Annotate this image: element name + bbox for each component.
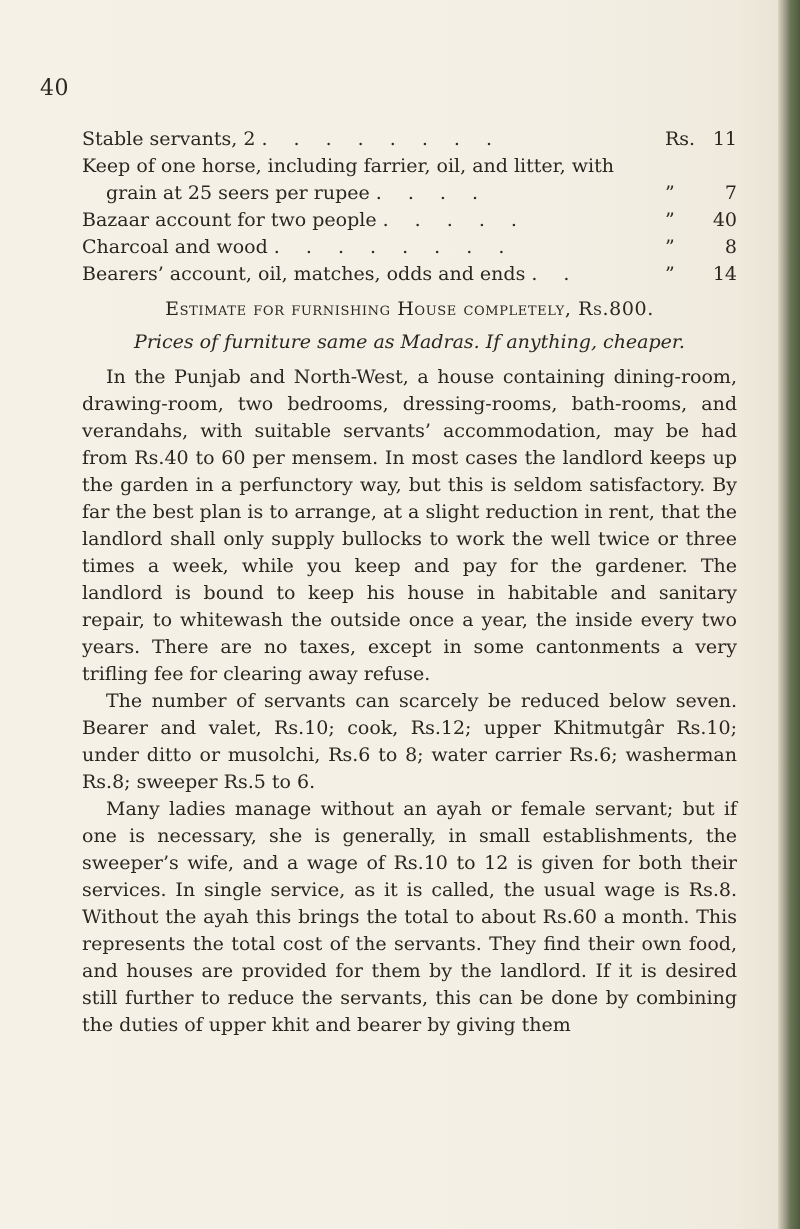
prices-note: Prices of furniture same as Madras. If anything, cheaper. xyxy=(134,331,685,353)
page-number: 40 xyxy=(40,76,69,101)
ditto-mark: ” xyxy=(665,263,675,285)
leader-dots: . . . . . . . . xyxy=(273,236,515,258)
leader-dots: . . xyxy=(531,263,580,285)
ditto-mark: ” xyxy=(665,209,675,231)
account-amount xyxy=(665,126,737,153)
ditto-mark: ” xyxy=(665,182,675,204)
body-paragraph: Many ladies manage without an ayah or female servant; but if one is necessary, she is generally, in small establishments, the sweeper’s wife, and a wage of Rs.10 to 12 is given for both their services. In single service, as it is called, the usual wage is Rs.8. Without the ayah this brings the total to about Rs.60 a month. This represents the total cost of the servants. They find their own food, and houses are provided for them by the landlord. If it is desired still further to reduce the servants, this can be done by combining the duties of upper khit and bearer by giving them xyxy=(82,798,737,1036)
account-amount xyxy=(665,234,737,261)
estimate-heading: Estimate for furnishing House completely, Rs.800. xyxy=(165,298,654,320)
page-edge-shadow xyxy=(778,0,800,1229)
account-amount xyxy=(665,261,737,288)
account-description: Keep of one horse, including farrier, oil, and litter, with xyxy=(82,155,614,177)
currency-mark: Rs. xyxy=(665,128,696,150)
account-line xyxy=(82,234,737,261)
account-line xyxy=(82,180,737,207)
body-paragraph: In the Punjab and North-West, a house containing dining-room, drawing-room, two bedrooms, dressing-rooms, bath-rooms, and verandahs, with suitable servants’ accommodation, may be had from Rs.40 to 60 per mensem. In most cases the landlord keeps up the garden in a perfunctory way, but this is seldom satisfactory. By far the best plan is to arrange, at a slight reduction in rent, that the landlord shall only supply bullocks to work the well twice or three times a week, while you keep and pay for the gardener. The landlord is bound to keep his house in habitable and sanitary repair, to whitewash the outside once a year, the inside every two years. There are no taxes, except in some cantonments a very trifling fee for clearing away refuse. xyxy=(82,366,737,685)
leader-dots: . . . . xyxy=(375,182,489,204)
account-amount xyxy=(665,207,737,234)
account-description: Bearers’ account, oil, matches, odds and ends xyxy=(82,263,526,285)
amount-value: 40 xyxy=(712,209,737,231)
account-description: Charcoal and wood xyxy=(82,236,268,258)
account-description: Bazaar account for two people xyxy=(82,209,377,231)
ditto-mark: ” xyxy=(665,236,675,258)
leader-dots: . . . . . . . . xyxy=(261,128,503,150)
leader-dots: . . . . . xyxy=(382,209,527,231)
body-paragraph: The number of servants can scarcely be reduced below seven. Bearer and valet, Rs.10; cook, Rs.12; upper Khitmutgâr Rs.10; under ditto or musolchi, Rs.6 to 8; water carrier Rs.6; washerman Rs.8; sweeper Rs.5 to 6. xyxy=(82,690,737,793)
page-content xyxy=(82,126,737,1039)
amount-value: 8 xyxy=(724,236,737,258)
amount-value: 14 xyxy=(712,263,737,285)
amount-value: 7 xyxy=(724,182,737,204)
account-line xyxy=(82,153,737,180)
account-line xyxy=(82,207,737,234)
account-line xyxy=(82,261,737,288)
account-amount xyxy=(665,180,737,207)
account-description: grain at 25 seers per rupee xyxy=(106,182,370,204)
amount-value: 11 xyxy=(712,128,737,150)
account-description: Stable servants, 2 xyxy=(82,128,256,150)
account-line xyxy=(82,126,737,153)
